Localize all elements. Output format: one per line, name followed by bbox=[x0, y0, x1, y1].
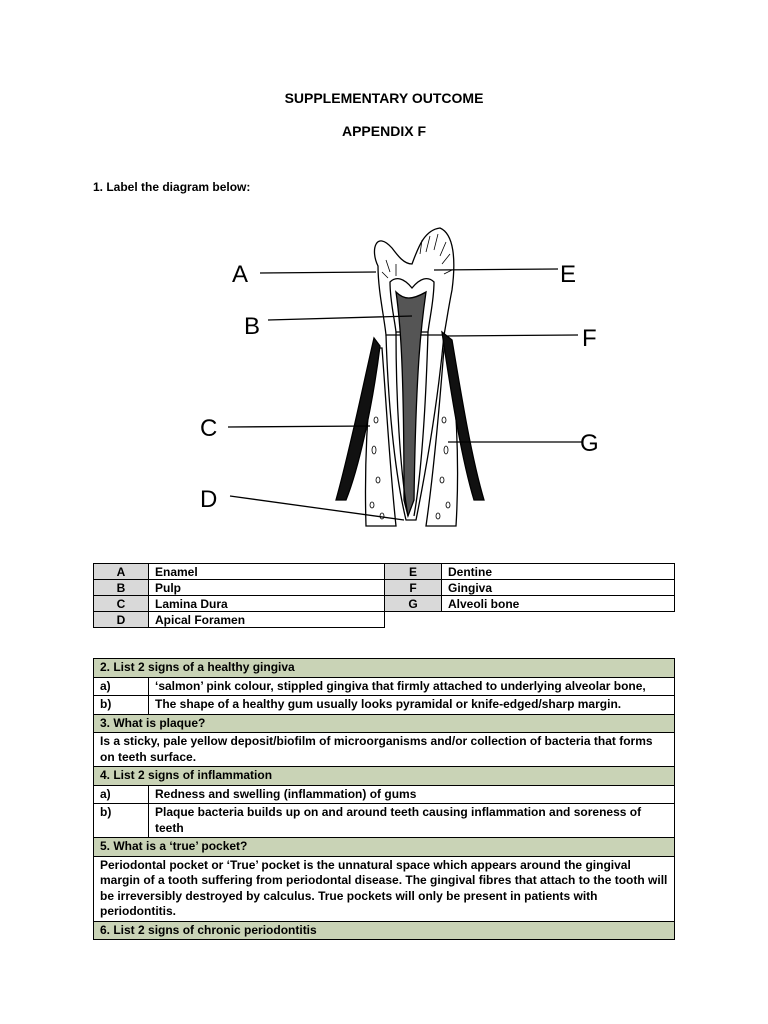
diagram-label-f: F bbox=[582, 325, 597, 352]
question-1: 1. Label the diagram below: bbox=[93, 180, 251, 194]
diagram-label-d: D bbox=[200, 486, 218, 513]
key-value: Enamel bbox=[149, 564, 385, 580]
question-3-heading: 3. What is plaque? bbox=[94, 714, 675, 733]
key-letter: F bbox=[385, 580, 442, 596]
question-6-heading: 6. List 2 signs of chronic periodontitis bbox=[94, 921, 675, 940]
key-row bbox=[94, 612, 385, 628]
question-4-heading: 4. List 2 signs of inflammation bbox=[94, 767, 675, 786]
tooth-diagram bbox=[190, 220, 630, 540]
answer-key-right bbox=[384, 563, 675, 612]
answer-tag: a) bbox=[94, 677, 149, 696]
diagram-label-e: E bbox=[560, 261, 577, 288]
key-row bbox=[385, 580, 675, 596]
answer-tag: b) bbox=[94, 804, 149, 838]
appendix-title: APPENDIX F bbox=[341, 123, 426, 139]
questions-table bbox=[93, 658, 675, 940]
diagram-label-g: G bbox=[580, 430, 599, 457]
key-letter: C bbox=[94, 596, 149, 612]
diagram-label-a: A bbox=[232, 261, 249, 288]
page-title: SUPPLEMENTARY OUTCOME bbox=[284, 90, 484, 106]
key-letter: E bbox=[385, 564, 442, 580]
key-value: Lamina Dura bbox=[149, 596, 385, 612]
answer-key-left bbox=[93, 563, 385, 628]
answer-text: Is a sticky, pale yellow deposit/biofilm of microorganisms and/or collection of bacteria that forms on teeth surface. bbox=[94, 733, 675, 767]
key-value: Alveoli bone bbox=[442, 596, 675, 612]
answer-text: Redness and swelling (inflammation) of gums bbox=[149, 785, 675, 804]
answer-tag: b) bbox=[94, 696, 149, 715]
key-value: Apical Foramen bbox=[149, 612, 385, 628]
diagram-label-b: B bbox=[244, 313, 261, 340]
key-letter: A bbox=[94, 564, 149, 580]
answer-text: ‘salmon’ pink colour, stippled gingiva that firmly attached to underlying alveolar bone, bbox=[149, 677, 675, 696]
key-row bbox=[94, 596, 385, 612]
key-value: Dentine bbox=[442, 564, 675, 580]
key-letter: B bbox=[94, 580, 149, 596]
key-value: Gingiva bbox=[442, 580, 675, 596]
answer-text: Plaque bacteria builds up on and around teeth causing inflammation and soreness of teeth bbox=[149, 804, 675, 838]
question-2-heading: 2. List 2 signs of a healthy gingiva bbox=[94, 659, 675, 678]
key-row bbox=[94, 580, 385, 596]
answer-tag: a) bbox=[94, 785, 149, 804]
key-row bbox=[94, 564, 385, 580]
key-row bbox=[385, 596, 675, 612]
key-row bbox=[385, 564, 675, 580]
key-value: Pulp bbox=[149, 580, 385, 596]
key-letter: G bbox=[385, 596, 442, 612]
diagram-label-c: C bbox=[200, 415, 218, 442]
answer-text: The shape of a healthy gum usually looks pyramidal or knife-edged/sharp margin. bbox=[149, 696, 675, 715]
question-5-heading: 5. What is a ‘true’ pocket? bbox=[94, 838, 675, 857]
answer-text: Periodontal pocket or ‘True’ pocket is the unnatural space which appears around the gingival margin of a tooth suffering from periodontal disease. The gingival fibres that attach to the tooth will be irreversibly destroyed by calculus. True pockets will only be present in patients with periodontitis. bbox=[94, 856, 675, 921]
key-letter: D bbox=[94, 612, 149, 628]
